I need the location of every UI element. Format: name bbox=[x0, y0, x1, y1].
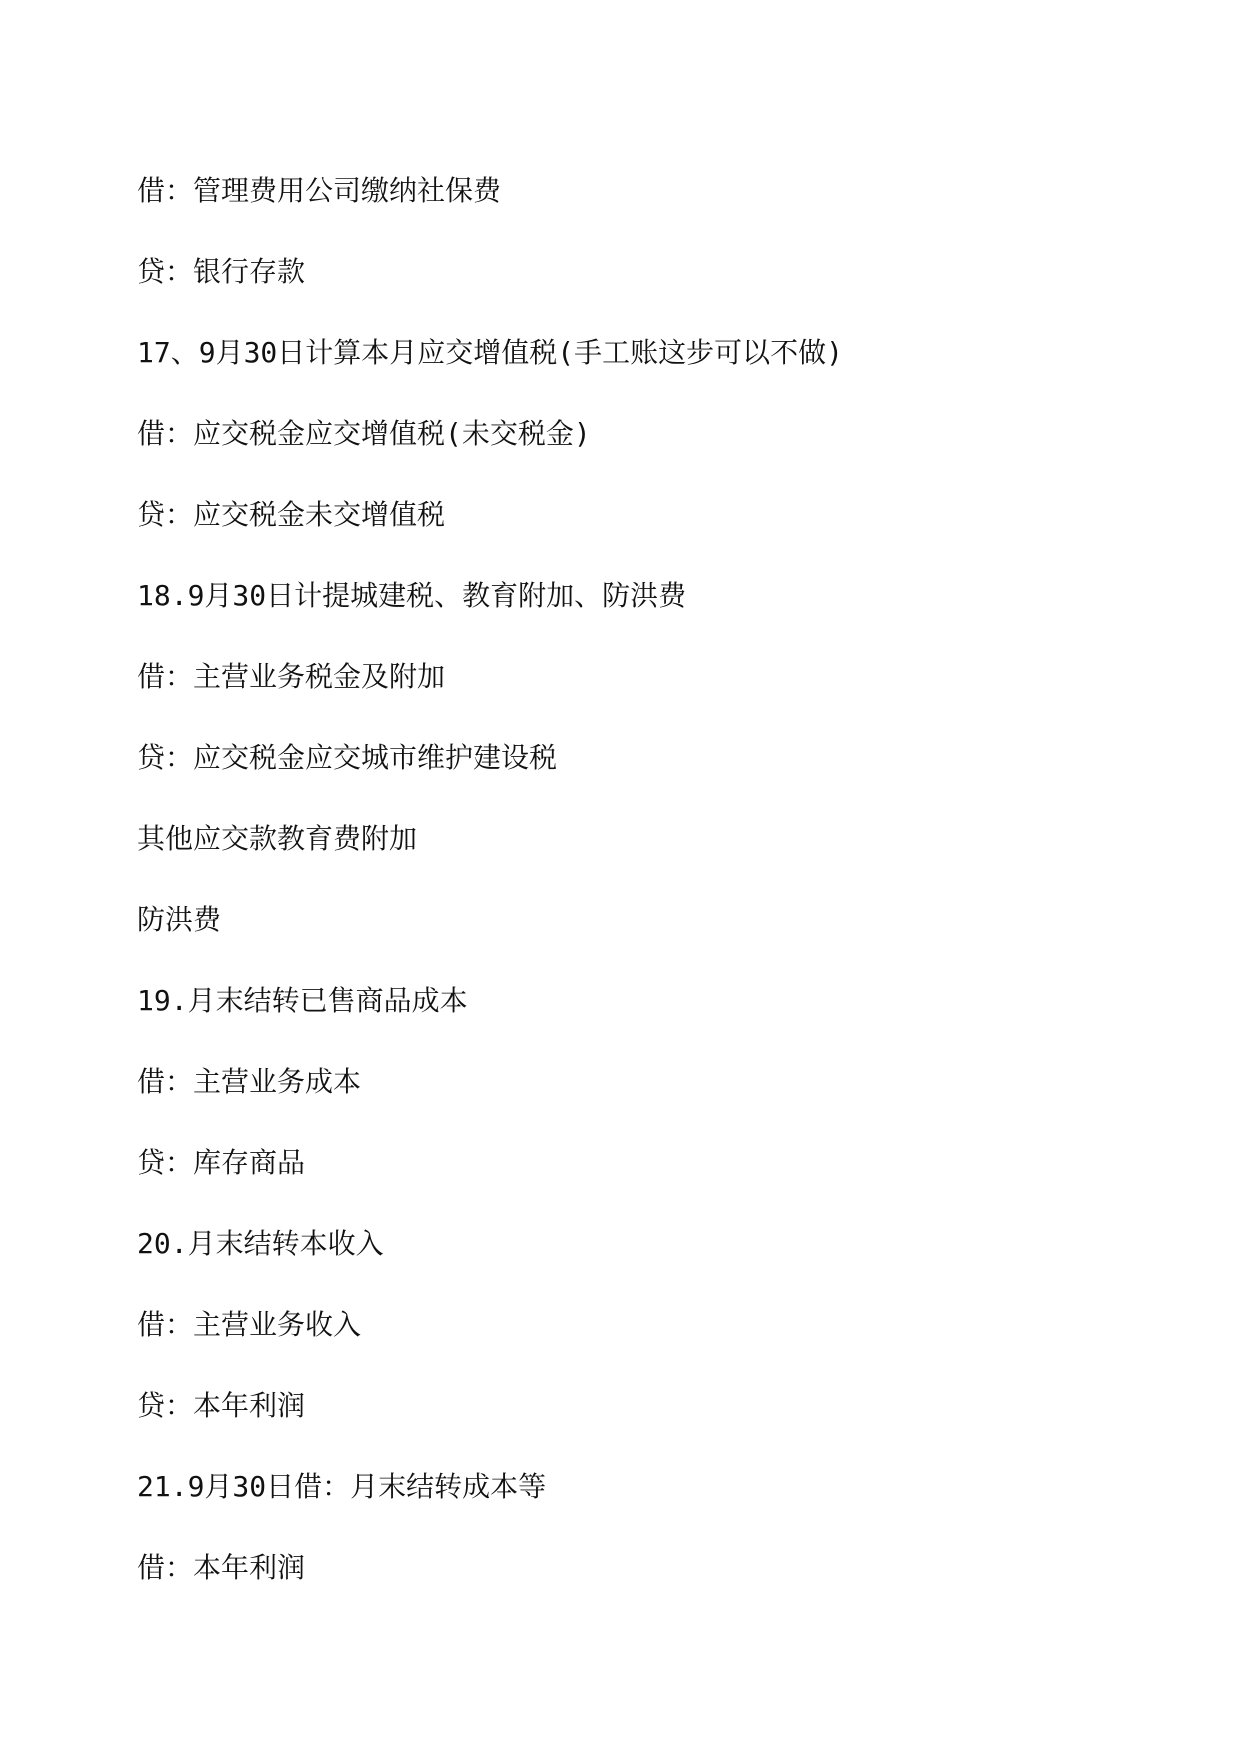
text-line: 贷：应交税金应交城市维护建设税 bbox=[137, 741, 558, 774]
text-line: 贷：本年利润 bbox=[137, 1389, 306, 1422]
text-line: 贷：应交税金未交增值税 bbox=[137, 498, 446, 531]
text-line: 防洪费 bbox=[137, 903, 222, 936]
text-line: 21.9月30日借：月末结转成本等 bbox=[137, 1470, 547, 1503]
text-line: 借：本年利润 bbox=[137, 1551, 306, 1584]
text-line: 借：管理费用公司缴纳社保费 bbox=[137, 174, 502, 207]
text-line: 借：应交税金应交增值税(未交税金) bbox=[137, 417, 591, 450]
text-line: 其他应交款教育费附加 bbox=[137, 822, 418, 855]
text-line: 借：主营业务收入 bbox=[137, 1308, 362, 1341]
text-line: 贷：库存商品 bbox=[137, 1146, 306, 1179]
text-line: 17、9月30日计算本月应交增值税(手工账这步可以不做) bbox=[137, 336, 844, 369]
text-line: 借：主营业务税金及附加 bbox=[137, 660, 446, 693]
text-line: 贷：银行存款 bbox=[137, 255, 306, 288]
text-line: 20.月末结转本收入 bbox=[137, 1227, 384, 1260]
text-line: 借：主营业务成本 bbox=[137, 1065, 362, 1098]
text-line: 18.9月30日计提城建税、教育附加、防洪费 bbox=[137, 579, 687, 612]
text-line: 19.月末结转已售商品成本 bbox=[137, 984, 468, 1017]
